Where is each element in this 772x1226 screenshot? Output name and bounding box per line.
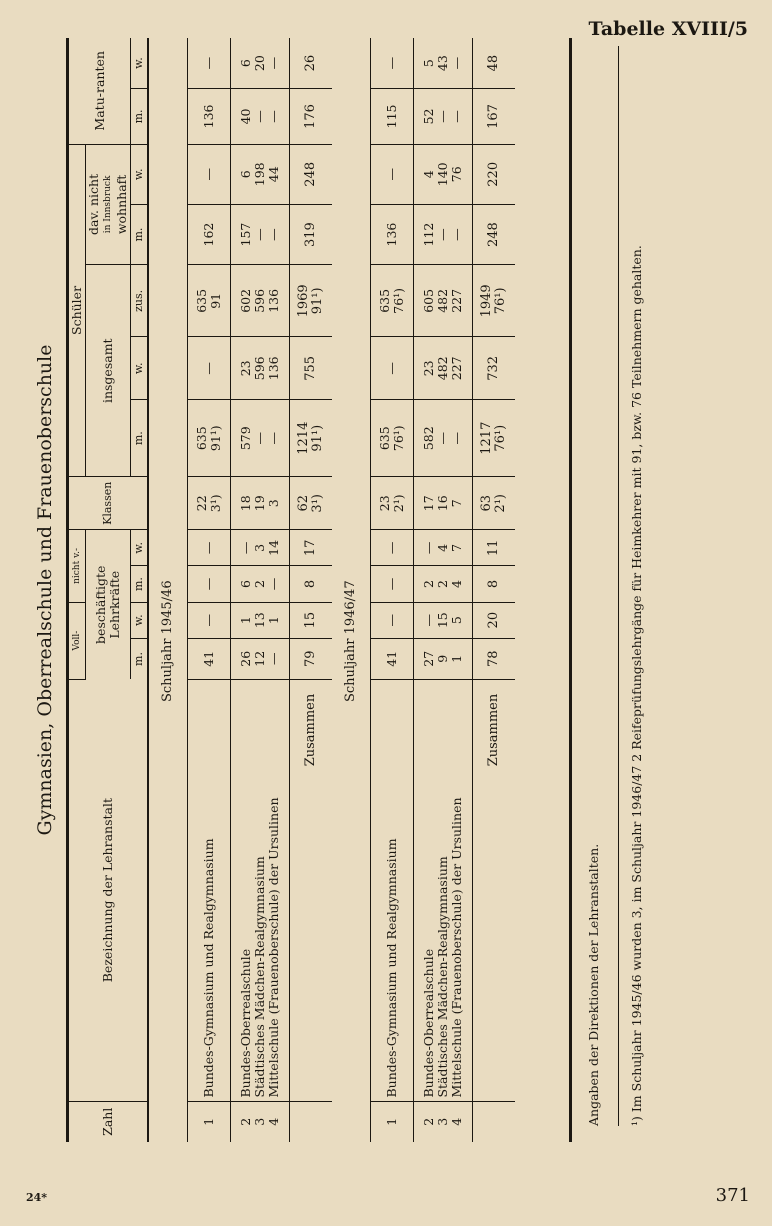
header-mat-w: w. <box>131 38 149 89</box>
cell-value: 12 <box>252 650 267 667</box>
sum-value: 63 <box>479 495 494 512</box>
sum-row <box>290 38 333 1142</box>
cell-value: — <box>435 110 450 123</box>
header-lehrkraefte: beschäftigte Lehrkräfte <box>86 530 131 679</box>
cell-value: — <box>201 541 216 555</box>
sum-nm: 8 <box>290 566 333 602</box>
cell-value: Mittelschule (Frauenoberschule) der Ursulinen <box>266 797 281 1098</box>
cell-value: — <box>384 362 399 375</box>
cell-vw <box>231 602 290 638</box>
sum-value: 1217 <box>479 421 494 455</box>
cell-value: 596 <box>252 356 267 381</box>
cell-mm <box>371 89 414 144</box>
cell-dw <box>414 144 473 204</box>
sum-nw: 17 <box>290 530 333 566</box>
cell-value: — <box>266 56 281 70</box>
cell-name <box>188 679 231 1101</box>
cell-value: — <box>201 168 216 181</box>
header-dav-w: w. <box>131 144 149 204</box>
cell-nw <box>414 530 473 566</box>
sum-value: 1969 <box>296 284 311 318</box>
table-body <box>148 38 515 1142</box>
cell-vw <box>188 602 231 638</box>
cell-dm <box>414 204 473 264</box>
cell-value: — <box>201 613 216 627</box>
cell-mw <box>231 38 290 89</box>
year-row <box>332 38 371 1142</box>
sum-value: 76¹) <box>493 287 508 315</box>
cell-value: 635 <box>194 288 209 313</box>
cell-value: 9 <box>435 654 450 663</box>
cell-value: 3 <box>252 1117 267 1126</box>
cell-value: — <box>449 228 464 241</box>
cell-value: — <box>266 577 281 591</box>
cell-value: 4 <box>421 170 436 179</box>
cell-kl <box>371 477 414 530</box>
cell-name <box>371 679 414 1101</box>
cell-nr <box>414 1101 473 1142</box>
cell-value: — <box>252 110 267 123</box>
cell-iw <box>231 337 290 400</box>
cell-value: Städtisches Mädchen-Realgymnasium <box>435 856 450 1098</box>
cell-value: — <box>384 613 399 627</box>
cell-value: 136 <box>266 288 281 313</box>
cell-value: 136 <box>266 356 281 381</box>
cell-value: 482 <box>435 288 450 313</box>
table-row <box>414 38 473 1142</box>
sum-nw: 11 <box>473 530 516 566</box>
cell-value: 162 <box>201 222 216 247</box>
cell-vm <box>188 638 231 679</box>
header-dav-nicht-1: dav. nicht <box>86 173 101 235</box>
cell-value: 3¹) <box>208 494 223 513</box>
cell-value: 1 <box>384 1117 399 1126</box>
header-voll-w: w. <box>131 602 149 638</box>
header-ins-w: w. <box>131 337 149 400</box>
table-row <box>188 38 231 1142</box>
cell-value: Städtisches Mädchen-Realgymnasium <box>252 856 267 1098</box>
sum-value: 2¹) <box>493 494 508 513</box>
header-dav-nicht-2: in Innsbruck <box>103 175 113 234</box>
sum-mw: 48 <box>473 38 516 89</box>
sum-value: 91¹) <box>310 287 325 315</box>
sum-iw: 732 <box>473 337 516 400</box>
cell-mw <box>188 38 231 89</box>
cell-dw <box>231 144 290 204</box>
header-nicht-v: nicht v.- <box>69 530 86 602</box>
header-voll-m: m. <box>131 638 149 679</box>
cell-nw <box>188 530 231 566</box>
cell-nw <box>231 530 290 566</box>
sum-vm: 79 <box>290 638 333 679</box>
cell-value: — <box>435 228 450 241</box>
sum-label: Zusammen <box>290 679 333 1101</box>
cell-iz <box>188 265 231 337</box>
cell-value: — <box>384 541 399 555</box>
cell-vm <box>371 638 414 679</box>
cell-value: 2 <box>421 1117 436 1126</box>
year-label: Schuljahr 1946/47 <box>343 580 358 702</box>
cell-value: 17 <box>421 495 436 512</box>
year-row <box>148 38 188 1142</box>
cell-value: 26 <box>238 650 253 667</box>
header-dav-nicht <box>86 144 131 265</box>
cell-value: 91¹) <box>208 425 223 452</box>
cell-nr <box>231 1101 290 1142</box>
cell-value: 3 <box>435 1117 450 1126</box>
cell-value: 7 <box>449 499 464 508</box>
cell-value: — <box>384 577 399 591</box>
header-maturanten: Matu-ranten <box>69 38 131 144</box>
sum-dm: 248 <box>473 204 516 264</box>
cell-vm <box>414 638 473 679</box>
print-signature: 24* <box>26 1191 48 1204</box>
cell-kl <box>188 477 231 530</box>
table-row <box>231 38 290 1142</box>
cell-value: Mittelschule (Frauenoberschule) der Ursulinen <box>449 797 464 1098</box>
header-insgesamt: insgesamt <box>86 265 131 477</box>
cell-iw <box>414 337 473 400</box>
cell-vw <box>371 602 414 638</box>
sum-mm: 176 <box>290 89 333 144</box>
cell-value: 41 <box>384 650 399 667</box>
header-ins-zus: zus. <box>131 265 149 337</box>
sum-vw: 15 <box>290 602 333 638</box>
cell-value: 76¹) <box>391 287 406 314</box>
sum-vw: 20 <box>473 602 516 638</box>
cell-value: 1 <box>201 1117 216 1126</box>
cell-value: 1 <box>238 616 253 625</box>
cell-value: 482 <box>435 356 450 381</box>
cell-value: 2 <box>435 580 450 588</box>
table-row <box>371 38 414 1142</box>
sum-nm: 8 <box>473 566 516 602</box>
cell-im <box>231 400 290 477</box>
cell-value: 22 <box>194 495 209 512</box>
cell-nm <box>414 566 473 602</box>
cell-value: 43 <box>435 55 450 72</box>
cell-mw <box>371 38 414 89</box>
sum-dw: 220 <box>473 144 516 204</box>
cell-value: 40 <box>238 108 253 125</box>
sum-iz <box>290 265 333 337</box>
sum-empty <box>290 1101 333 1142</box>
cell-im <box>371 400 414 477</box>
sum-value: 3¹) <box>310 494 325 513</box>
sum-value: 1949 <box>479 284 494 318</box>
cell-value: 23 <box>238 360 253 377</box>
table-title: Gymnasien, Oberrealschule und Frauenoberschule <box>34 344 56 836</box>
footnote: ¹) Im Schuljahr 1945/46 wurden 3, im Schuljahr 1946/47 2 Reifeprüfungslehrgänge für Heimkehrer mit 91, bzw. 76 Teilnehmern gehalten. <box>618 46 644 1126</box>
sum-value: 76¹) <box>493 424 508 452</box>
cell-value: 635 <box>377 426 392 451</box>
cell-value: — <box>449 56 464 70</box>
sum-im <box>473 400 516 477</box>
source-note: Angaben der Direktionen der Lehranstalten. <box>586 843 601 1126</box>
sum-label: Zusammen <box>473 679 516 1101</box>
cell-value: — <box>266 652 281 665</box>
cell-value: 136 <box>201 104 216 129</box>
cell-value: 7 <box>449 543 464 552</box>
cell-value: 227 <box>449 288 464 313</box>
cell-value: 1 <box>266 616 281 625</box>
cell-value: 602 <box>238 288 253 313</box>
sum-kl <box>473 477 516 530</box>
cell-nm <box>371 566 414 602</box>
header-nicht-m: m. <box>131 566 149 602</box>
cell-mm <box>231 89 290 144</box>
cell-value: 635 <box>194 426 209 451</box>
cell-value: 579 <box>238 426 253 451</box>
header-nicht-w: w. <box>131 530 149 566</box>
cell-iz <box>371 265 414 337</box>
header-dav-nicht-3: wohnhaft <box>114 174 129 235</box>
cell-name <box>414 679 473 1101</box>
sum-vm: 78 <box>473 638 516 679</box>
cell-value: 5 <box>449 616 464 625</box>
cell-iw <box>188 337 231 400</box>
cell-value: — <box>266 110 281 123</box>
cell-value: 4 <box>435 543 450 552</box>
cell-mm <box>188 89 231 144</box>
sum-dm: 319 <box>290 204 333 264</box>
cell-value: 112 <box>421 222 436 247</box>
cell-value: 2 <box>252 580 267 588</box>
cell-value: 2 <box>421 580 436 588</box>
cell-value: 6 <box>238 170 253 179</box>
sum-dw: 248 <box>290 144 333 204</box>
cell-value: — <box>421 613 436 627</box>
year-label: Schuljahr 1945/46 <box>160 580 175 702</box>
sum-row <box>473 38 516 1142</box>
cell-value: 76 <box>449 166 464 183</box>
cell-value: 227 <box>449 356 464 381</box>
cell-kl <box>231 477 290 530</box>
page-number: 371 <box>715 1185 750 1206</box>
cell-value: — <box>201 577 216 591</box>
cell-value: 3 <box>266 499 281 508</box>
cell-value: 14 <box>266 539 281 556</box>
table-number: Tabelle XVIII/5 <box>588 18 748 40</box>
cell-value: — <box>384 56 399 70</box>
cell-dm <box>188 204 231 264</box>
cell-value: 3 <box>252 543 267 552</box>
cell-iw <box>371 337 414 400</box>
cell-value: — <box>252 228 267 241</box>
cell-value: 635 <box>377 288 392 313</box>
cell-im <box>188 400 231 477</box>
cell-name <box>231 679 290 1101</box>
cell-value: 27 <box>421 650 436 667</box>
cell-value: 15 <box>435 612 450 629</box>
sum-mm: 167 <box>473 89 516 144</box>
cell-dm <box>371 204 414 264</box>
cell-value: — <box>238 541 253 555</box>
rotated-table-block <box>18 30 738 1150</box>
cell-value: 596 <box>252 288 267 313</box>
header-voll: Voll- <box>69 602 86 679</box>
cell-value: — <box>435 431 450 445</box>
cell-value: 140 <box>435 162 450 187</box>
cell-nw <box>371 530 414 566</box>
cell-dw <box>371 144 414 204</box>
sum-im <box>290 400 333 477</box>
header-schueler: Schüler <box>69 144 86 477</box>
cell-value: 4 <box>449 580 464 588</box>
cell-value: 41 <box>201 650 216 667</box>
header-ins-m: m. <box>131 400 149 477</box>
cell-value: 91 <box>208 292 223 309</box>
cell-value: 605 <box>421 288 436 313</box>
cell-value: 23 <box>421 360 436 377</box>
cell-dm <box>231 204 290 264</box>
cell-value: — <box>449 110 464 123</box>
cell-value: 2 <box>238 1117 253 1126</box>
header-zahl: Zahl <box>69 1101 148 1142</box>
cell-value: 582 <box>421 426 436 451</box>
cell-value: 52 <box>421 108 436 125</box>
cell-value: 136 <box>384 222 399 247</box>
cell-iz <box>414 265 473 337</box>
cell-value: 19 <box>252 495 267 512</box>
cell-dw <box>188 144 231 204</box>
header-klassen: Klassen <box>69 477 148 530</box>
cell-vw <box>414 602 473 638</box>
cell-im <box>414 400 473 477</box>
cell-value: 44 <box>266 166 281 183</box>
cell-value: 115 <box>384 104 399 129</box>
cell-value: 6 <box>238 580 253 588</box>
cell-value: 4 <box>449 1117 464 1126</box>
cell-nr <box>371 1101 414 1142</box>
header-mat-m: m. <box>131 89 149 144</box>
sum-iw: 755 <box>290 337 333 400</box>
cell-value: 16 <box>435 495 450 512</box>
cell-value: 20 <box>252 55 267 72</box>
cell-value: — <box>449 431 464 445</box>
cell-value: — <box>266 431 281 445</box>
cell-value: Bundes-Oberrealschule <box>421 948 436 1098</box>
cell-value: — <box>201 362 216 375</box>
cell-nm <box>231 566 290 602</box>
cell-nm <box>188 566 231 602</box>
cell-mw <box>414 38 473 89</box>
cell-value: 18 <box>238 495 253 512</box>
sum-mw: 26 <box>290 38 333 89</box>
sum-kl <box>290 477 333 530</box>
cell-value: Bundes-Gymnasium und Realgymnasium <box>201 838 216 1098</box>
cell-value: 1 <box>449 654 464 663</box>
cell-value: — <box>252 431 267 445</box>
cell-nr <box>188 1101 231 1142</box>
cell-value: 23 <box>377 495 392 512</box>
cell-value: — <box>421 541 436 555</box>
cell-value: — <box>266 228 281 241</box>
cell-value: 13 <box>252 612 267 629</box>
cell-value: 6 <box>238 59 253 68</box>
cell-value: 2¹) <box>391 494 406 513</box>
statistics-table <box>69 38 515 1142</box>
header-bezeichnung: Bezeichnung der Lehranstalt <box>69 679 148 1101</box>
cell-value: 157 <box>238 222 253 247</box>
sum-value: 91¹) <box>310 424 325 452</box>
sum-value: 62 <box>296 495 311 512</box>
cell-value: 5 <box>421 59 436 68</box>
cell-value: — <box>384 168 399 181</box>
statistics-table-frame <box>66 38 572 1142</box>
cell-kl <box>414 477 473 530</box>
sum-iz <box>473 265 516 337</box>
cell-iz <box>231 265 290 337</box>
cell-value: 76¹) <box>391 425 406 452</box>
cell-value: 198 <box>252 162 267 187</box>
cell-vm <box>231 638 290 679</box>
header-dav-m: m. <box>131 204 149 264</box>
cell-value: — <box>201 56 216 70</box>
sum-value: 1214 <box>296 421 311 455</box>
cell-value: Bundes-Oberrealschule <box>238 948 253 1098</box>
sum-empty <box>473 1101 516 1142</box>
cell-value: 4 <box>266 1117 281 1126</box>
cell-value: Bundes-Gymnasium und Realgymnasium <box>384 838 399 1098</box>
cell-mm <box>414 89 473 144</box>
